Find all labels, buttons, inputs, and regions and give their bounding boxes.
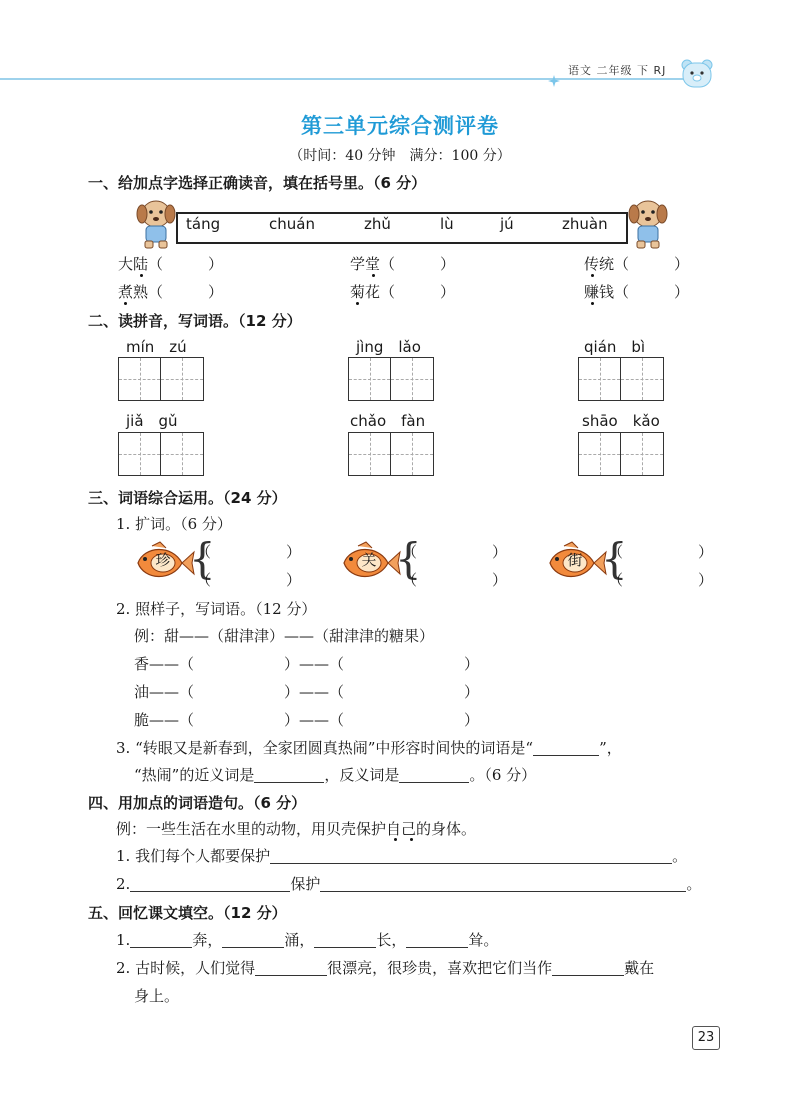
item-zhuanqian[interactable]: 赚钱（ ） [584,283,690,301]
emphasis-dot [591,302,594,305]
item-dalu[interactable]: 大陆（ ） [118,255,224,273]
s5-text: 1. [116,931,131,949]
s4-text: 保护 [290,875,321,893]
s5-word: 耸。 [468,931,499,949]
star-icon [548,72,560,84]
writing-grid[interactable] [118,432,204,476]
emphasis-dot [591,274,594,277]
s5-word: 长， [376,931,407,949]
emphasis-dot [124,302,127,305]
dash: —— [299,711,330,729]
pinyin-options-box [176,212,628,244]
sentence-blank[interactable] [320,875,686,892]
header-label: 语文 二年级 下 RJ [568,64,667,77]
fish-icon [134,540,196,586]
answer-blank[interactable] [533,739,599,756]
writing-grid[interactable] [578,357,664,401]
fish-char: 街 [567,551,583,569]
expand-blank[interactable]: （ ） [402,543,508,561]
q3-line2 [134,764,536,785]
emphasis-dot [372,274,375,277]
dog-icon-right [624,196,672,252]
pinyin-option: zhǔ [364,215,391,233]
writing-grid[interactable] [348,357,434,401]
emphasis-dot [140,274,143,277]
brace-icon: { [189,534,216,583]
writing-grid[interactable] [348,432,434,476]
q2-example: 例：甜——（甜津津）——（甜津津的糖果） [134,627,435,645]
s5-word: 奔， [192,931,223,949]
q3-text: “热闹”的近义词是 [134,766,255,784]
writing-grid[interactable] [578,432,664,476]
dash: —— [149,655,180,673]
pinyin-word: mín zú [126,338,187,356]
s4-text: 1. 我们每个人都要保护 [116,847,271,865]
q2-label: 2. 照样子，写词语。（12 分） [116,600,317,618]
blank[interactable]: （ ） [179,655,300,673]
page-title: 第三单元综合测评卷 [301,114,499,138]
section3-heading: 三、词语综合运用。（24 分） [88,489,287,507]
expand-blank[interactable]: （ ） [402,571,508,589]
sentence-blank[interactable] [130,875,290,892]
q3-text-end: ”， [599,739,622,757]
expand-blank[interactable]: （ ） [196,543,302,561]
expand-blank[interactable]: （ ） [608,543,714,561]
fill-blank[interactable] [552,959,624,976]
q3-text: 3. “转眼又是新春到，全家团圆真热闹”中形容时间快的词语是“ [116,739,534,757]
pinyin-word: jìng lǎo [356,338,421,356]
period: 。 [686,875,702,893]
fill-blank[interactable] [130,931,192,948]
pinyin-option: zhuàn [562,215,608,233]
s5-text: 很漂亮，很珍贵，喜欢把它们当作 [327,959,553,977]
subtitle: （时间：40 分钟 满分：100 分） [289,148,511,164]
period: 。 [672,847,688,865]
s4-line2 [116,873,701,894]
fish-icon [546,540,608,586]
fill-blank[interactable] [255,959,327,976]
row-char: 香 [134,655,150,673]
page-number: 23 [692,1026,720,1050]
pattern-row-you [134,681,479,702]
pattern-row-cui [134,709,479,730]
pinyin-word: shāo kǎo [582,412,660,430]
fill-blank[interactable] [222,931,284,948]
row-char: 油 [134,683,150,701]
bear-icon [680,58,714,88]
q1-label: 1. 扩词。（6 分） [116,515,232,533]
fish-icon [340,540,402,586]
row-char: 脆 [134,711,150,729]
pinyin-option: lù [440,215,454,233]
item-chuantong[interactable]: 传统（ ） [584,255,690,273]
item-zhushu[interactable]: 煮熟（ ） [118,283,224,301]
s4-text: 2. [116,875,131,893]
pinyin-option: chuán [269,215,315,233]
item-juhua[interactable]: 菊花（ ） [350,283,456,301]
expand-blank[interactable]: （ ） [196,571,302,589]
q3-line1 [116,737,622,758]
pinyin-word: jiǎ gǔ [126,412,178,430]
header-rule [0,78,685,80]
s4-line1 [116,845,687,866]
section2-heading: 二、读拼音，写词语。（12 分） [88,312,302,330]
s5-line1 [116,929,498,950]
dash: —— [149,683,180,701]
dog-icon-left [132,196,180,252]
sentence-blank[interactable] [270,847,672,864]
s5-word: 涌， [284,931,315,949]
s5-line2 [116,957,654,978]
fish-char: 关 [361,551,377,569]
dash: —— [299,683,330,701]
dash: —— [149,711,180,729]
blank[interactable]: （ ） [329,683,480,701]
synonym-blank[interactable] [254,766,324,783]
expand-blank[interactable]: （ ） [608,571,714,589]
blank[interactable]: （ ） [179,711,300,729]
fill-blank[interactable] [314,931,376,948]
pattern-row-xiang [134,653,479,674]
q3-text: 。（6 分） [469,766,537,784]
emphasis-dot [410,838,413,841]
pinyin-word: chǎo fàn [350,412,426,430]
dash: —— [299,655,330,673]
s5-text: 2. 古时候，人们觉得 [116,959,256,977]
section5-heading: 五、回忆课文填空。（12 分） [88,904,287,922]
item-xuetang[interactable]: 学堂（ ） [350,255,456,273]
antonym-blank[interactable] [399,766,469,783]
blank[interactable]: （ ） [329,711,480,729]
fish-char: 珍 [155,551,171,569]
pinyin-word: qián bì [584,338,646,356]
section1-heading: 一、给加点字选择正确读音，填在括号里。（6 分） [88,174,427,192]
brace-icon: { [601,534,628,583]
blank[interactable]: （ ） [329,655,480,673]
emphasis-dot [394,838,397,841]
s5-text: 戴在 [624,959,655,977]
q3-text: ，反义词是 [324,766,400,784]
writing-grid[interactable] [118,357,204,401]
s4-example: 例：一些生活在水里的动物，用贝壳保护自己的身体。 [116,820,477,838]
emphasis-dot [356,302,359,305]
section4-heading: 四、用加点的词语造句。（6 分） [88,794,307,812]
pinyin-option: jú [500,215,514,233]
blank[interactable]: （ ） [179,683,300,701]
pinyin-option: táng [186,215,221,233]
s5-line3: 身上。 [134,987,180,1005]
brace-icon: { [395,534,422,583]
fill-blank[interactable] [406,931,468,948]
